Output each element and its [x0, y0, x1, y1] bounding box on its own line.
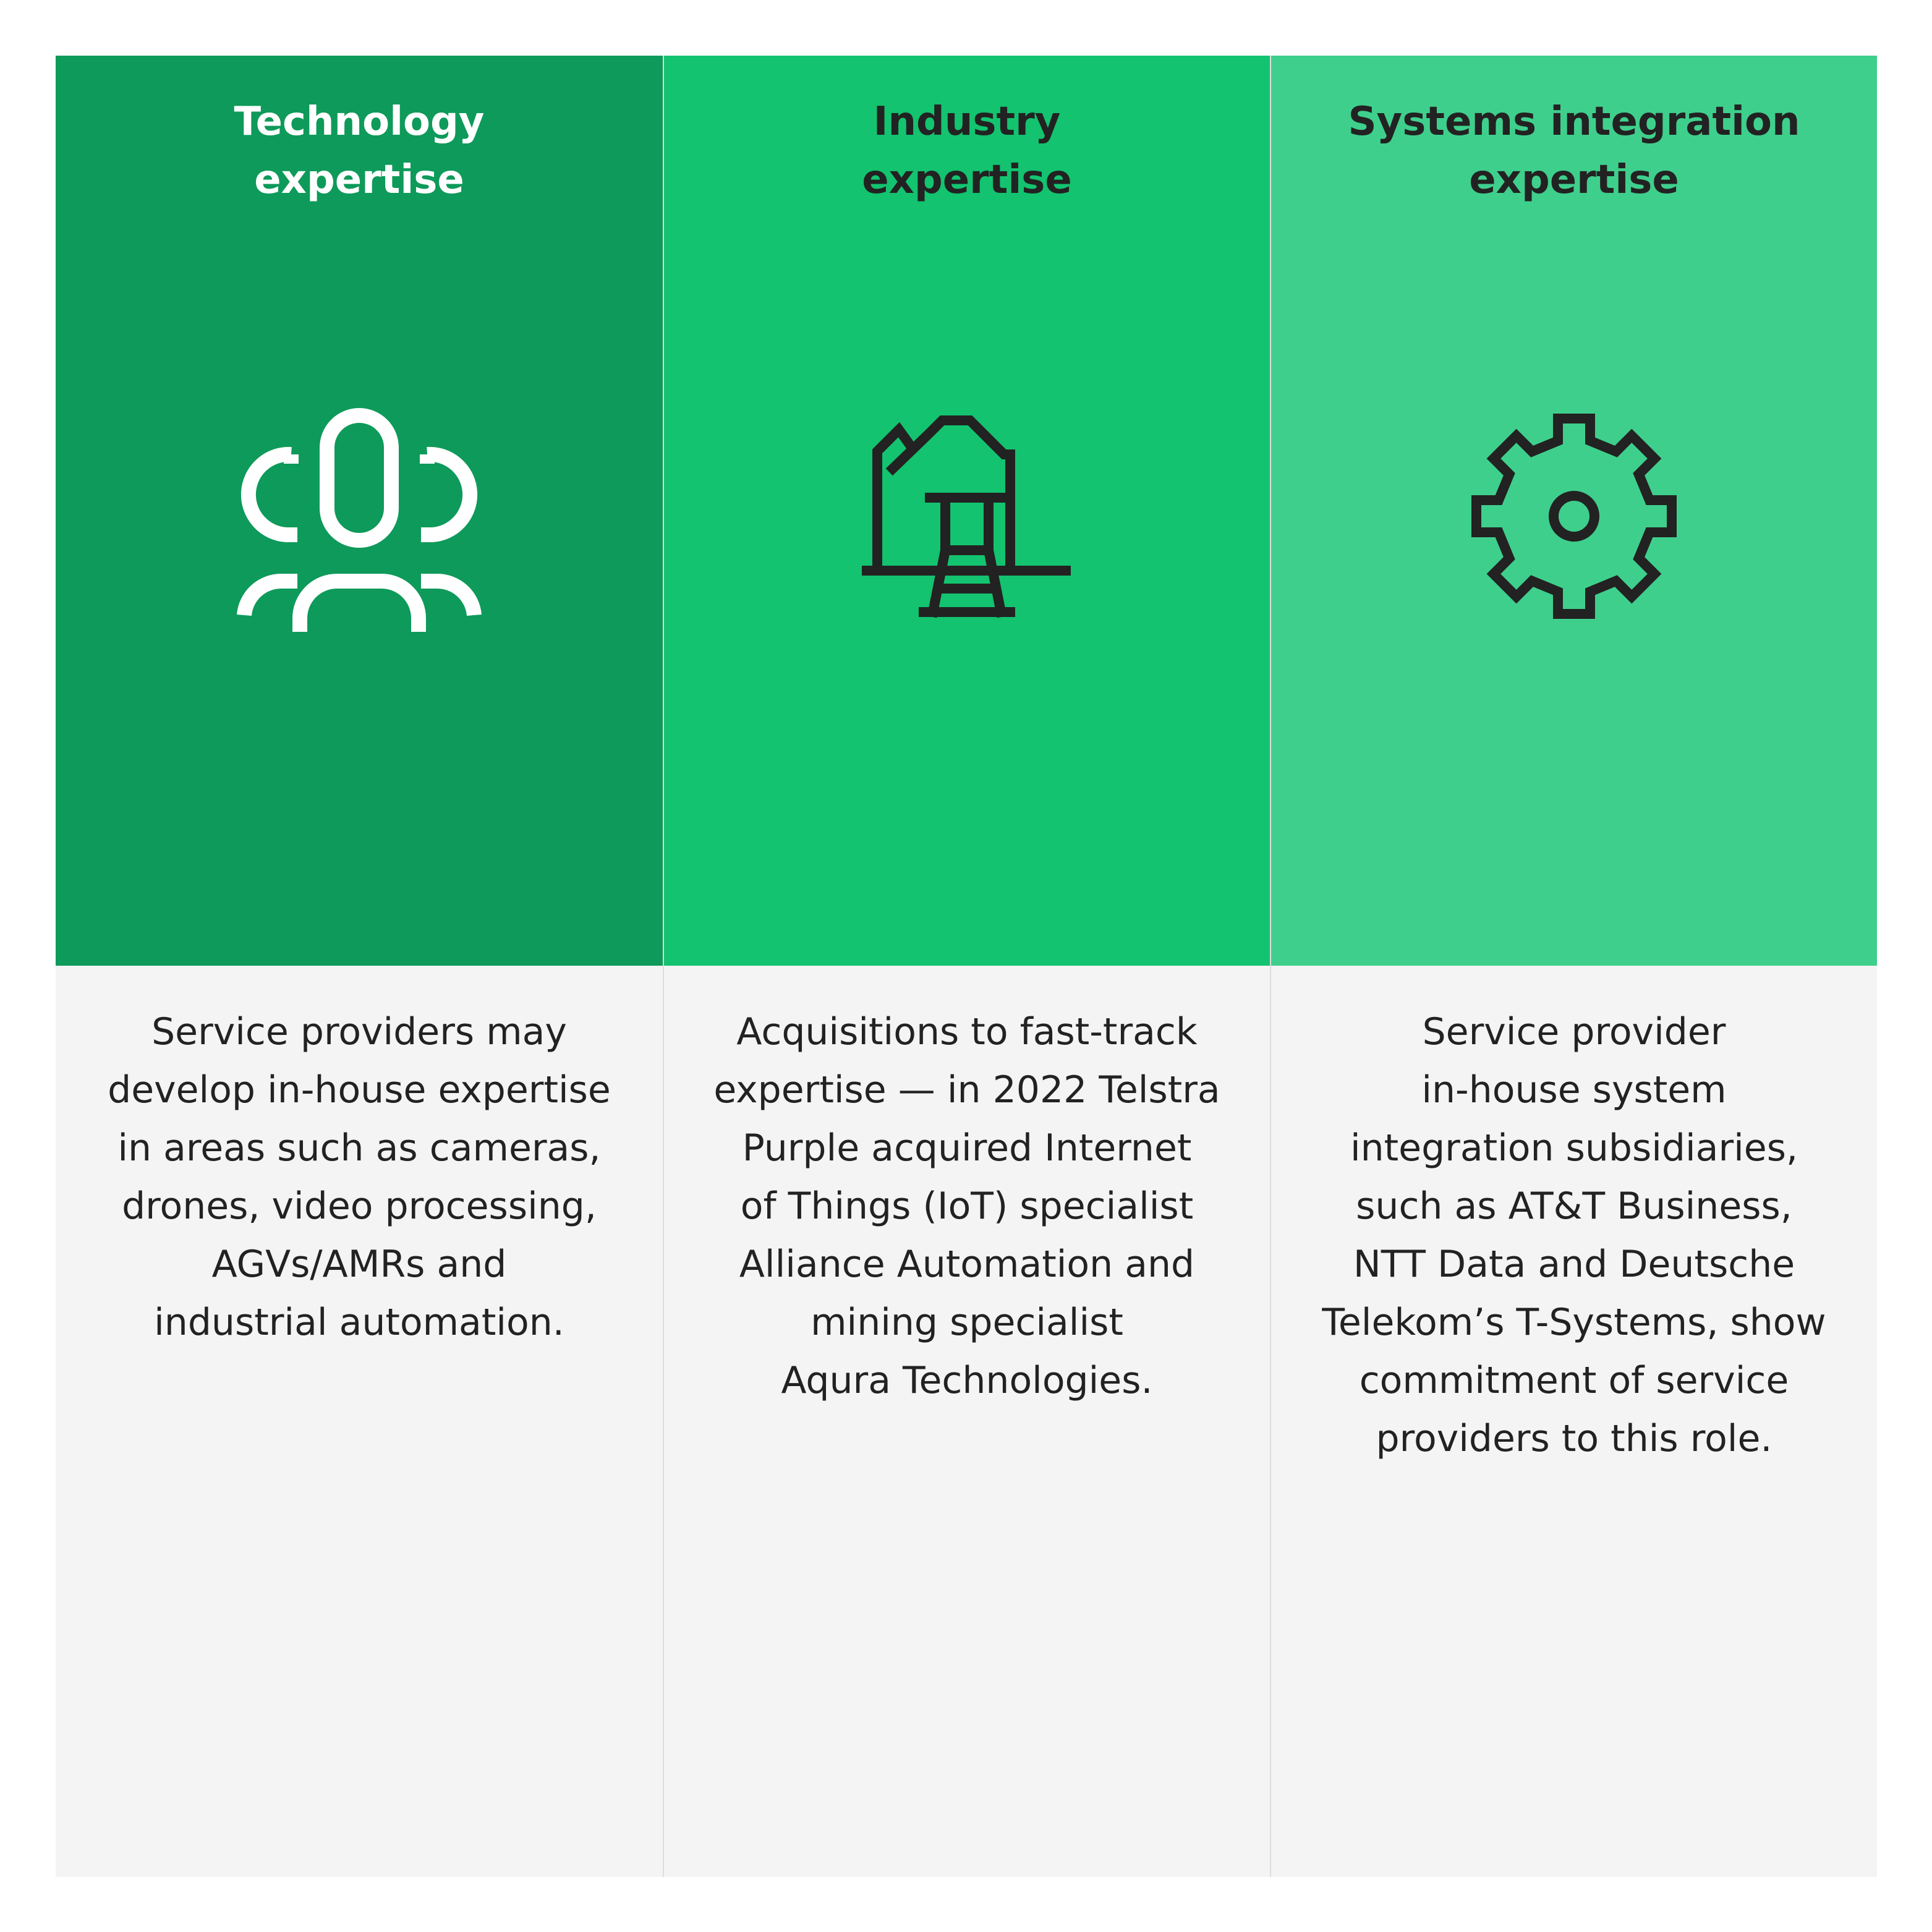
technology-description-line: in areas such as cameras, — [117, 1126, 601, 1170]
technology-description-line: develop in-house expertise — [108, 1068, 611, 1112]
column-industry — [663, 56, 1270, 1877]
industry-title-line: Industry — [873, 99, 1061, 145]
factory-icon — [812, 408, 1121, 655]
expertise-grid — [56, 56, 1877, 1877]
systems-integration-header-panel — [1271, 56, 1877, 966]
industry-description-line: of Things (IoT) specialist — [740, 1185, 1194, 1228]
column-systems-integration — [1270, 56, 1877, 1877]
systems-integration-description-line: such as AT&T Business, — [1356, 1185, 1792, 1228]
industry-header-panel — [664, 56, 1270, 966]
people-group-icon — [205, 408, 514, 655]
industry-title-line: expertise — [862, 157, 1072, 203]
technology-description-line: AGVs/AMRs and — [211, 1243, 507, 1286]
technology-title-line: expertise — [254, 157, 464, 203]
systems-integration-description-line: Service provider — [1422, 1010, 1726, 1053]
technology-title — [56, 93, 663, 209]
systems-integration-title-line: Systems integration — [1348, 99, 1800, 145]
industry-description-line: Alliance Automation and — [739, 1243, 1195, 1286]
industry-title — [664, 93, 1270, 209]
systems-integration-description-panel — [1271, 966, 1877, 1877]
gear-icon — [1419, 408, 1729, 655]
industry-description-line: Purple acquired Internet — [742, 1126, 1192, 1170]
systems-integration-title-line: expertise — [1469, 157, 1679, 203]
technology-description-line: industrial automation. — [154, 1301, 564, 1344]
systems-integration-description-line: NTT Data and Deutsche — [1353, 1243, 1795, 1286]
technology-description-line: Service providers may — [151, 1010, 567, 1053]
systems-integration-title — [1271, 93, 1877, 209]
technology-header-panel — [56, 56, 663, 966]
technology-description — [56, 1003, 663, 1351]
technology-description-line: drones, video processing, — [122, 1185, 597, 1228]
technology-title-line: Technology — [234, 99, 485, 145]
industry-description-line: mining specialist — [811, 1301, 1123, 1344]
systems-integration-description-line: in-house system — [1421, 1068, 1727, 1112]
column-technology — [56, 56, 663, 1877]
industry-description-line: Acquisitions to fast-track — [736, 1010, 1198, 1053]
industry-description-panel — [664, 966, 1270, 1877]
systems-integration-description-line: commitment of service — [1359, 1359, 1789, 1402]
systems-integration-description — [1271, 1003, 1877, 1468]
industry-description-line: expertise — in 2022 Telstra — [713, 1068, 1220, 1112]
industry-description-line: Aqura Technologies. — [781, 1359, 1153, 1402]
technology-description-panel — [56, 966, 663, 1877]
industry-description — [664, 1003, 1270, 1410]
systems-integration-description-line: providers to this role. — [1376, 1417, 1772, 1460]
systems-integration-description-line: integration subsidiaries, — [1350, 1126, 1798, 1170]
systems-integration-description-line: Telekom’s T-Systems, show — [1322, 1301, 1826, 1344]
